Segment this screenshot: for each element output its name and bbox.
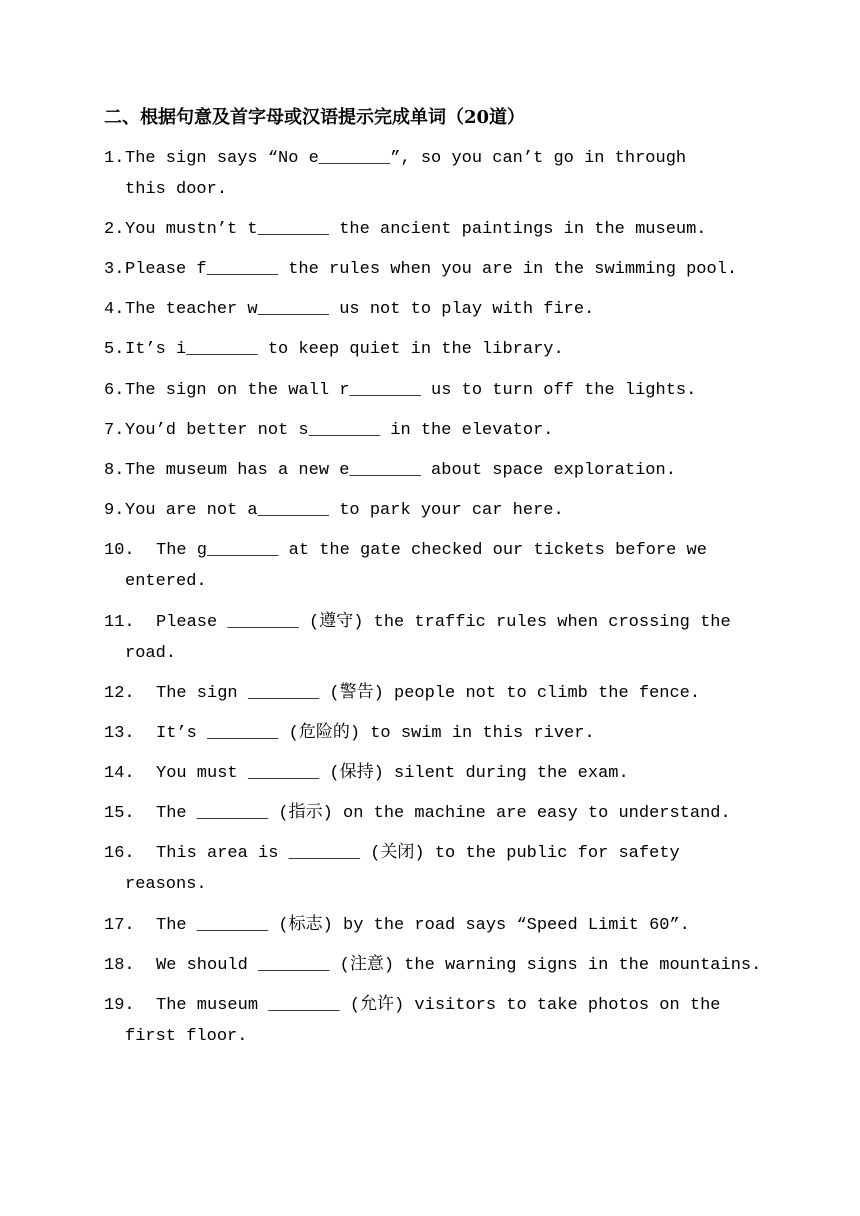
question-text-continued: entered.: [125, 572, 207, 591]
question-text: The _______ (指示) on the machine are easy to understand.: [156, 804, 731, 823]
question-text: This area is _______ (关闭) to the public for safety: [156, 844, 680, 863]
question-19: [104, 990, 784, 1052]
question-number: 17.: [104, 916, 135, 935]
question-text: You mustn’t t_______ the ancient paintings in the museum.: [125, 220, 707, 239]
question-text: The sign _______ (警告) people not to climb the fence.: [156, 684, 701, 703]
question-number: 8.: [104, 461, 125, 480]
question-number: 19.: [104, 996, 135, 1015]
question-number: 18.: [104, 956, 135, 975]
question-number: 16.: [104, 844, 135, 863]
question-text: It’s _______ (危险的) to swim in this river.: [156, 724, 595, 743]
question-number: 14.: [104, 764, 135, 783]
question-text: The sign on the wall r_______ us to turn off the lights.: [125, 381, 697, 400]
question-number: 2.: [104, 220, 125, 239]
question-number: 3.: [104, 260, 125, 279]
question-5: [104, 334, 784, 365]
question-1: [104, 143, 784, 205]
question-text: You must _______ (保持) silent during the exam.: [156, 764, 629, 783]
question-text: The _______ (标志) by the road says “Speed Limit 60”.: [156, 916, 690, 935]
question-text-continued: road.: [125, 644, 177, 663]
question-number: 13.: [104, 724, 135, 743]
question-6: [104, 375, 784, 406]
question-text: The museum has a new e_______ about space exploration.: [125, 461, 676, 480]
question-2: [104, 214, 784, 245]
question-14: [104, 758, 784, 789]
question-number: 15.: [104, 804, 135, 823]
question-10: [104, 535, 784, 597]
question-3: [104, 254, 784, 285]
question-text-continued: this door.: [125, 180, 228, 199]
question-15: [104, 798, 784, 829]
question-11: [104, 607, 784, 669]
question-number: 6.: [104, 381, 125, 400]
question-8: [104, 455, 784, 486]
question-text: The museum _______ (允许) visitors to take photos on the: [156, 996, 721, 1015]
question-text: The teacher w_______ us not to play with fire.: [125, 300, 595, 319]
question-number: 11.: [104, 613, 135, 632]
question-12: [104, 678, 784, 709]
question-4: [104, 294, 784, 325]
question-number: 4.: [104, 300, 125, 319]
question-number: 9.: [104, 501, 125, 520]
question-9: [104, 495, 784, 526]
question-18: [104, 950, 784, 981]
question-17: [104, 910, 784, 941]
question-number: 5.: [104, 340, 125, 359]
question-text: We should _______ (注意) the warning signs in the mountains.: [156, 956, 762, 975]
question-13: [104, 718, 784, 749]
question-text: You are not a_______ to park your car here.: [125, 501, 564, 520]
question-text: It’s i_______ to keep quiet in the library.: [125, 340, 564, 359]
question-text: Please _______ (遵守) the traffic rules when crossing the: [156, 613, 731, 632]
question-text: You’d better not s_______ in the elevator.: [125, 421, 554, 440]
question-7: [104, 415, 784, 446]
question-text: The g_______ at the gate checked our tickets before we: [156, 541, 707, 560]
question-text-continued: reasons.: [125, 875, 207, 894]
question-text-continued: first floor.: [125, 1027, 248, 1046]
question-number: 10.: [104, 541, 135, 560]
question-text: The sign says “No e_______”, so you can’t go in through: [125, 149, 687, 168]
question-number: 7.: [104, 421, 125, 440]
question-number: 1.: [104, 149, 125, 168]
question-number: 12.: [104, 684, 135, 703]
question-text: Please f_______ the rules when you are in the swimming pool.: [125, 260, 738, 279]
question-16: [104, 838, 784, 900]
section-title: 二、根据句意及首字母或汉语提示完成单词（20道）: [104, 107, 526, 128]
